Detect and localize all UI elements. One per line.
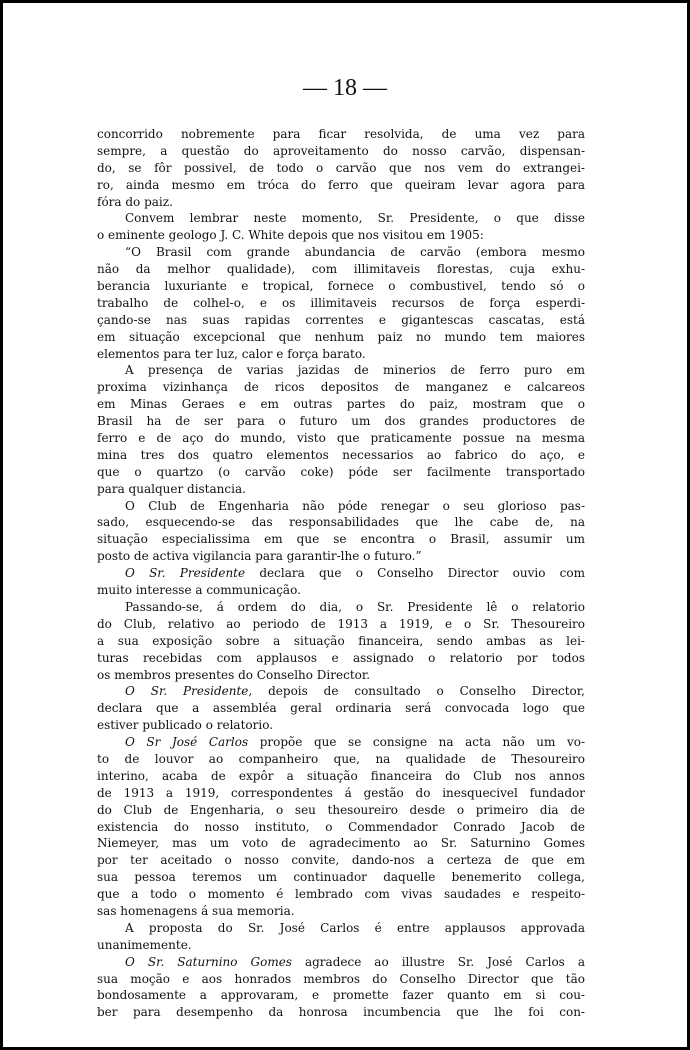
text-line: que a todo o momento é lembrado com vivas saudades e respeito- [97, 887, 585, 902]
text-line: proxima vizinhança de ricos depositos de manganez e calcareos [97, 380, 585, 395]
paragraph [97, 244, 585, 362]
text-line: interino, acaba de expôr a situação financeira do Club nos annos [97, 768, 585, 783]
text-line: ro, ainda mesmo em tróca do ferro que queiram levar agora para [97, 177, 585, 192]
text-line: concorrido nobremente para ficar resolvida, de uma vez para [97, 127, 585, 141]
text-line: “O Brasil com grande abundancia de carvão (embora mesmo [125, 245, 585, 260]
text-line: situação especialissima em que se encontra o Brasil, assumir um [97, 532, 585, 547]
text-line: Convem lembrar neste momento, Sr. Presidente, o que disse [125, 211, 585, 226]
text-line: que o quartzo (o carvão coke) póde ser facilmente transportado [97, 464, 585, 479]
text-line: elementos para ter luz, calor e força barato. [97, 346, 366, 361]
text-line: do Club, relativo ao periodo de 1913 a 1919, e o Sr. Thesoureiro [97, 616, 585, 631]
paragraph [97, 126, 585, 210]
text-line: O Sr. Presidente, depois de consultado o Conselho Director, [125, 684, 585, 699]
paragraph [97, 210, 585, 244]
text-line: unanimemente. [97, 937, 192, 952]
text-line: a sua exposição sobre a situação financeira, sendo ambas as lei- [97, 633, 585, 648]
text-line: Niemeyer, mas um voto de agradecimento ao Sr. Saturnino Gomes [97, 836, 585, 851]
paragraph [97, 683, 585, 734]
text-line: mina tres dos quatro elementos necessarios ao fabrico do aço, e [97, 447, 585, 462]
text-line: de 1913 a 1919, correspondentes á gestão do inesquecivel fundador [97, 785, 585, 800]
paragraph [97, 498, 585, 566]
text-line: ber para desempenho da honrosa incumbencia que lhe foi con- [97, 1005, 585, 1020]
text-line: sado, esquecendo-se das responsabilidades que lhe cabe de, na [97, 515, 585, 530]
paragraph [97, 920, 585, 954]
text-line: existencia do nosso instituto, o Commendador Conrado Jacob de [97, 819, 585, 834]
text-line: por ter aceitado o nosso convite, dando-nos a certeza de que em [97, 853, 585, 868]
body-text [97, 126, 585, 1021]
document-page [3, 3, 687, 1047]
text-line: berancia luxuriante e tropical, fornece o combustivel, tendo só o [97, 279, 585, 294]
text-line: O Sr José Carlos propõe que se consigne na acta não um vo- [125, 735, 585, 750]
text-line: bondosamente a approvaram, e promette fazer quanto em si cou- [97, 988, 585, 1003]
text-line: sempre, a questão do aproveitamento do nosso carvão, dispensan- [97, 143, 585, 158]
page-number: — 18 — [303, 75, 387, 101]
text-line: A presença de varias jazidas de minerios de ferro puro em [125, 363, 585, 378]
text-line: do, se fôr possivel, de todo o carvão que nos vem do extrangei- [97, 160, 585, 175]
text-line: não da melhor qualidade), com illimitaveis florestas, cuja exhu- [97, 262, 585, 277]
text-line: O Sr. Presidente declara que o Conselho Director ouvio com [125, 566, 585, 581]
text-line: posto de activa vigilancia para garantir-lhe o futuro.” [97, 549, 422, 564]
text-line: O Club de Engenharia não póde renegar o seu glorioso pas- [125, 498, 585, 513]
text-line: trabalho de colhel-o, e os illimitaveis recursos de força esperdi- [97, 295, 585, 310]
text-line: sua moção e aos honrados membros do Conselho Director que tão [97, 971, 585, 986]
text-line: muito interesse a communicação. [97, 583, 301, 598]
text-line: os membros presentes do Conselho Director. [97, 667, 371, 682]
paragraph [97, 954, 585, 1022]
text-line: sas homenagens á sua memoria. [97, 903, 295, 918]
text-line: declara que a assembléa geral ordinaria será convocada logo que [97, 701, 585, 716]
text-line: fóra do paiz. [97, 194, 173, 209]
text-line: sua pessoa teremos um continuador daquelle benemerito collega, [97, 870, 585, 885]
text-line: A proposta do Sr. José Carlos é entre applausos approvada [125, 920, 585, 935]
text-line: to de louvor ao companheiro que, na qualidade de Thesoureiro [97, 751, 585, 766]
text-line: para qualquer distancia. [97, 481, 246, 496]
text-line: çando-se nas suas rapidas correntes e gigantescas cascatas, está [97, 312, 585, 327]
text-line: ferro e de aço do mundo, visto que praticamente possue na mesma [97, 431, 585, 446]
text-line: Passando-se, á ordem do dia, o Sr. Presidente lê o relatorio [125, 599, 585, 614]
text-line: do Club de Engenharia, o seu thesoureiro desde o primeiro dia de [97, 802, 585, 817]
paragraph [97, 362, 585, 497]
text-line: estiver publicado o relatorio. [97, 718, 274, 733]
paragraph [97, 599, 585, 683]
text-line: em Minas Geraes e em outras partes do paiz, mostram que o [97, 397, 585, 412]
paragraph [97, 565, 585, 599]
text-line: em situação excepcional que nenhum paiz no mundo tem maiores [97, 329, 585, 344]
text-line: o eminente geologo J. C. White depois que nos visitou em 1905: [97, 228, 484, 243]
paragraph [97, 734, 585, 920]
text-line: Brasil ha de ser para o futuro um dos grandes productores de [97, 414, 585, 429]
text-line: O Sr. Saturnino Gomes agradece ao illustre Sr. José Carlos a [125, 954, 585, 969]
text-line: turas recebidas com applausos e assignado o relatorio por todos [97, 650, 585, 665]
